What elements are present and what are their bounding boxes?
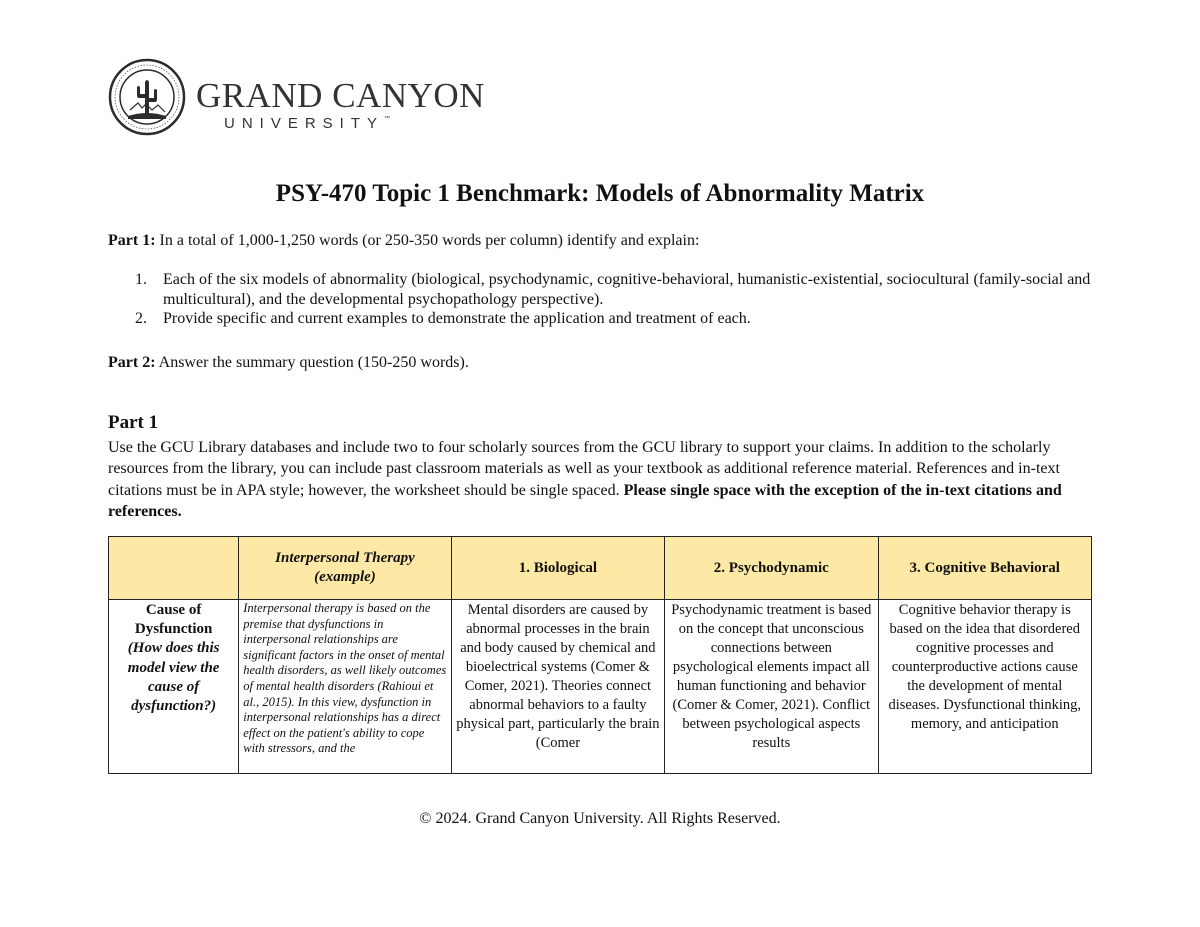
logo-sub-text: UNIVERSITY xyxy=(224,115,385,132)
cell-example-text: Interpersonal therapy is based on the premise that dysfunctions in interpersonal relationships are significant factors in the onset of mental health disorders, as well likely outcomes of mental health disorders (Rahioui et al., 2015). In this view, dysfunction in interpersonal relationships has a direct effect on the patient's ability to cope with stressors, and the xyxy=(243,601,447,756)
requirements-list xyxy=(108,270,1093,329)
header-cell-psychodynamic: 2. Psychodynamic xyxy=(665,537,878,600)
row-question: (How does this model view the cause of dysfunction?) xyxy=(127,640,220,715)
copyright-footer: © 2024. Grand Canyon University. All Rights Reserved. xyxy=(419,810,781,827)
part1-label: Part 1: xyxy=(108,232,156,249)
list-item xyxy=(108,270,1093,309)
part2-intro xyxy=(108,353,1093,372)
row-header-cause-of-dysfunction xyxy=(109,600,239,774)
instructions-text: Use the GCU Library databases and include two to four scholarly sources from the GCU library to support your claims. In addition to the scholarly resources from the library, you can include past classroom materials as well as your textbook as additional reference material. References and in-text citations must be in APA style; however, the worksheet should be single spaced. xyxy=(108,439,1060,499)
cell-biological-text: Mental disorders are caused by abnormal processes in the brain and body caused by chemical and bioelectrical systems (Comer & Comer, 2021). Theories connect abnormal behaviors to a faulty physical part, particularly the brain (Comer xyxy=(456,602,660,751)
cell-cognitive-text: Cognitive behavior therapy is based on the idea that disordered cognitive processes and counterproductive actions cause the development of mental diseases. Dysfunctional thinking, memory, and anticipation xyxy=(888,602,1082,732)
cell-example xyxy=(239,600,451,774)
row-label: Cause of Dysfunction xyxy=(134,602,213,638)
cell-psychodynamic xyxy=(665,600,878,774)
page-title: PSY-470 Topic 1 Benchmark: Models of Abnormality Matrix xyxy=(275,180,925,207)
list-text: Each of the six models of abnormality (biological, psychodynamic, cognitive-behavioral, humanistic-existential, sociocultural (family-social and multicultural), and the developmental psychopathology perspective). xyxy=(163,271,1091,308)
table-header-row xyxy=(109,537,1092,600)
header-cell-example: Interpersonal Therapy (example) xyxy=(239,537,451,600)
header-cell-empty xyxy=(109,537,239,600)
part1-intro xyxy=(108,231,1093,250)
university-seal-icon xyxy=(108,58,186,136)
header-cell-biological: 1. Biological xyxy=(451,537,664,600)
logo-subtitle xyxy=(224,116,390,131)
list-item xyxy=(108,309,1093,329)
list-number: 2. xyxy=(135,310,147,327)
university-logo xyxy=(108,58,488,138)
instructions-bold: Please single space with the exception of the in-text citations and references. xyxy=(108,481,1062,520)
instructions-paragraph xyxy=(108,437,1093,522)
row-header-content xyxy=(113,601,234,773)
list-number: 1. xyxy=(135,271,147,288)
cell-psychodynamic-text: Psychodynamic treatment is based on the concept that unconscious connections between psychological elements impact all human functioning and behavior (Comer & Comer, 2021). Conflict between psychological aspects results xyxy=(671,602,872,751)
cell-biological xyxy=(451,600,664,774)
cell-cognitive-behavioral xyxy=(878,600,1091,774)
part2-text: Answer the summary question (150-250 words). xyxy=(155,354,469,371)
header-cell-cognitive-behavioral: 3. Cognitive Behavioral xyxy=(878,537,1091,600)
section-heading: Part 1 xyxy=(108,412,159,433)
trademark-mark: ™ xyxy=(384,116,391,122)
models-matrix-table xyxy=(108,536,1092,774)
part2-label: Part 2: xyxy=(108,354,156,371)
list-text: Provide specific and current examples to demonstrate the application and treatment of each. xyxy=(163,310,751,327)
table-row xyxy=(109,600,1092,774)
logo-name: GRAND CANYON xyxy=(196,76,485,115)
part1-text: In a total of 1,000-1,250 words (or 250-350 words per column) identify and explain: xyxy=(155,232,700,249)
